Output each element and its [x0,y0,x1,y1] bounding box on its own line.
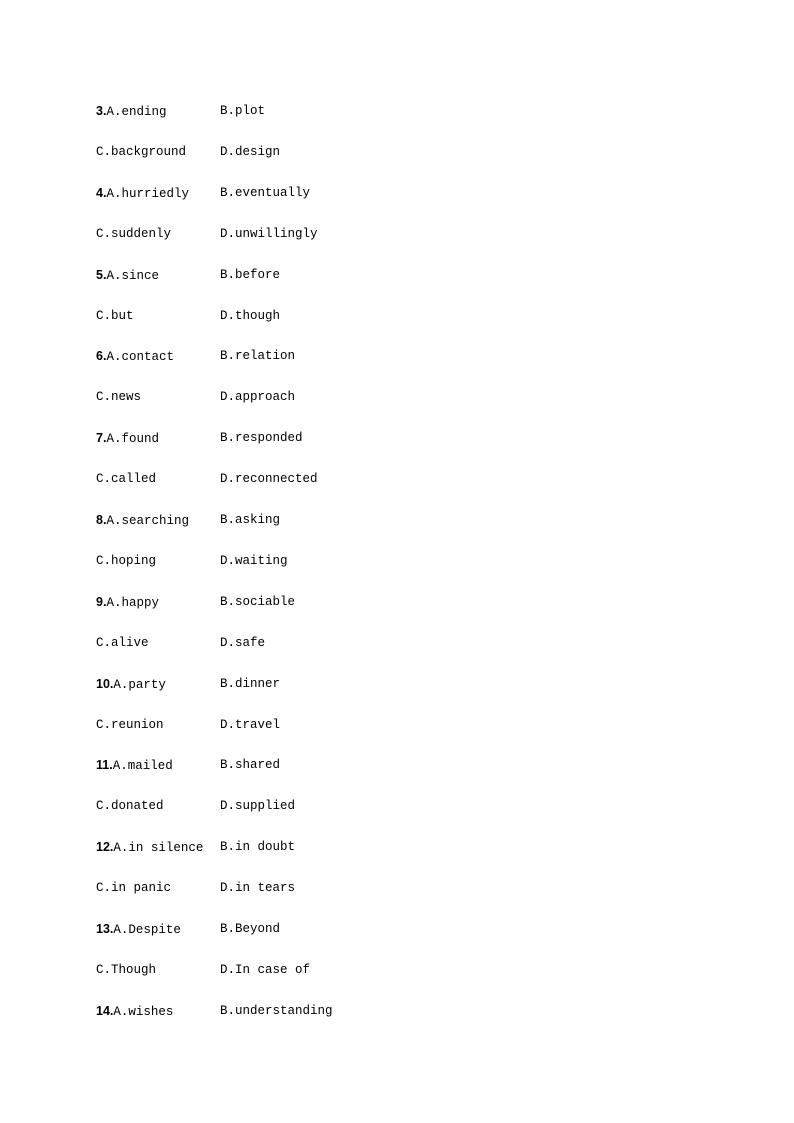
option-d: D.in tears [220,881,296,895]
option-b: B.before [220,268,281,282]
option-b: B.plot [220,104,266,118]
question-number: 9. [96,595,107,609]
question-number: 3. [96,104,107,118]
option-c: C.Though [96,963,157,977]
option-a: A.contact [106,350,174,364]
option-a: A.ending [106,105,167,119]
option-b: B.Beyond [220,922,281,936]
question-number: 13. [96,922,114,936]
option-a: A.party [113,678,166,692]
question-number-and-option-a [96,512,189,529]
option-d: D.approach [220,390,296,404]
option-a: A.wishes [113,1005,174,1019]
question-number: 5. [96,268,107,282]
option-c: C.donated [96,799,164,813]
option-d: D.In case of [220,963,311,977]
option-c: C.news [96,390,142,404]
option-d: D.reconnected [220,472,318,486]
question-number: 7. [96,431,107,445]
option-d: D.travel [220,718,281,732]
option-d: D.though [220,309,281,323]
option-c: C.called [96,472,157,486]
question-number-and-option-a [96,921,181,938]
option-b: B.sociable [220,595,296,609]
option-b: B.responded [220,431,303,445]
option-c: C.but [96,309,134,323]
question-number: 10. [96,677,114,691]
option-a: A.mailed [112,759,173,773]
option-a: A.Despite [113,923,181,937]
question-number: 6. [96,349,107,363]
option-b: B.eventually [220,186,311,200]
question-number-and-option-a [96,757,173,774]
question-number-and-option-a [96,594,159,611]
option-d: D.waiting [220,554,288,568]
question-number-and-option-a [96,1003,173,1020]
question-number-and-option-a [96,185,189,202]
option-b: B.understanding [220,1004,333,1018]
option-c: C.suddenly [96,227,172,241]
question-number-and-option-a [96,103,166,120]
option-b: B.dinner [220,677,281,691]
option-d: D.supplied [220,799,296,813]
option-c: C.alive [96,636,149,650]
option-c: C.hoping [96,554,157,568]
option-b: B.asking [220,513,281,527]
option-c: C.background [96,145,187,159]
question-number-and-option-a [96,839,203,856]
question-number: 8. [96,513,107,527]
option-b: B.shared [220,758,281,772]
option-d: D.design [220,145,281,159]
option-a: A.searching [106,514,189,528]
question-number-and-option-a [96,676,166,693]
option-a: A.found [106,432,159,446]
question-number: 12. [96,840,114,854]
question-number: 14. [96,1004,114,1018]
option-c: C.in panic [96,881,172,895]
option-d: D.unwillingly [220,227,318,241]
option-b: B.relation [220,349,296,363]
option-a: A.hurriedly [106,187,189,201]
question-number: 11. [96,758,113,772]
option-c: C.reunion [96,718,164,732]
option-a: A.happy [106,596,159,610]
question-number-and-option-a [96,430,159,447]
option-b: B.in doubt [220,840,296,854]
option-d: D.safe [220,636,266,650]
option-a: A.in silence [113,841,204,855]
question-number: 4. [96,186,107,200]
question-number-and-option-a [96,267,159,284]
option-a: A.since [106,269,159,283]
question-number-and-option-a [96,348,174,365]
